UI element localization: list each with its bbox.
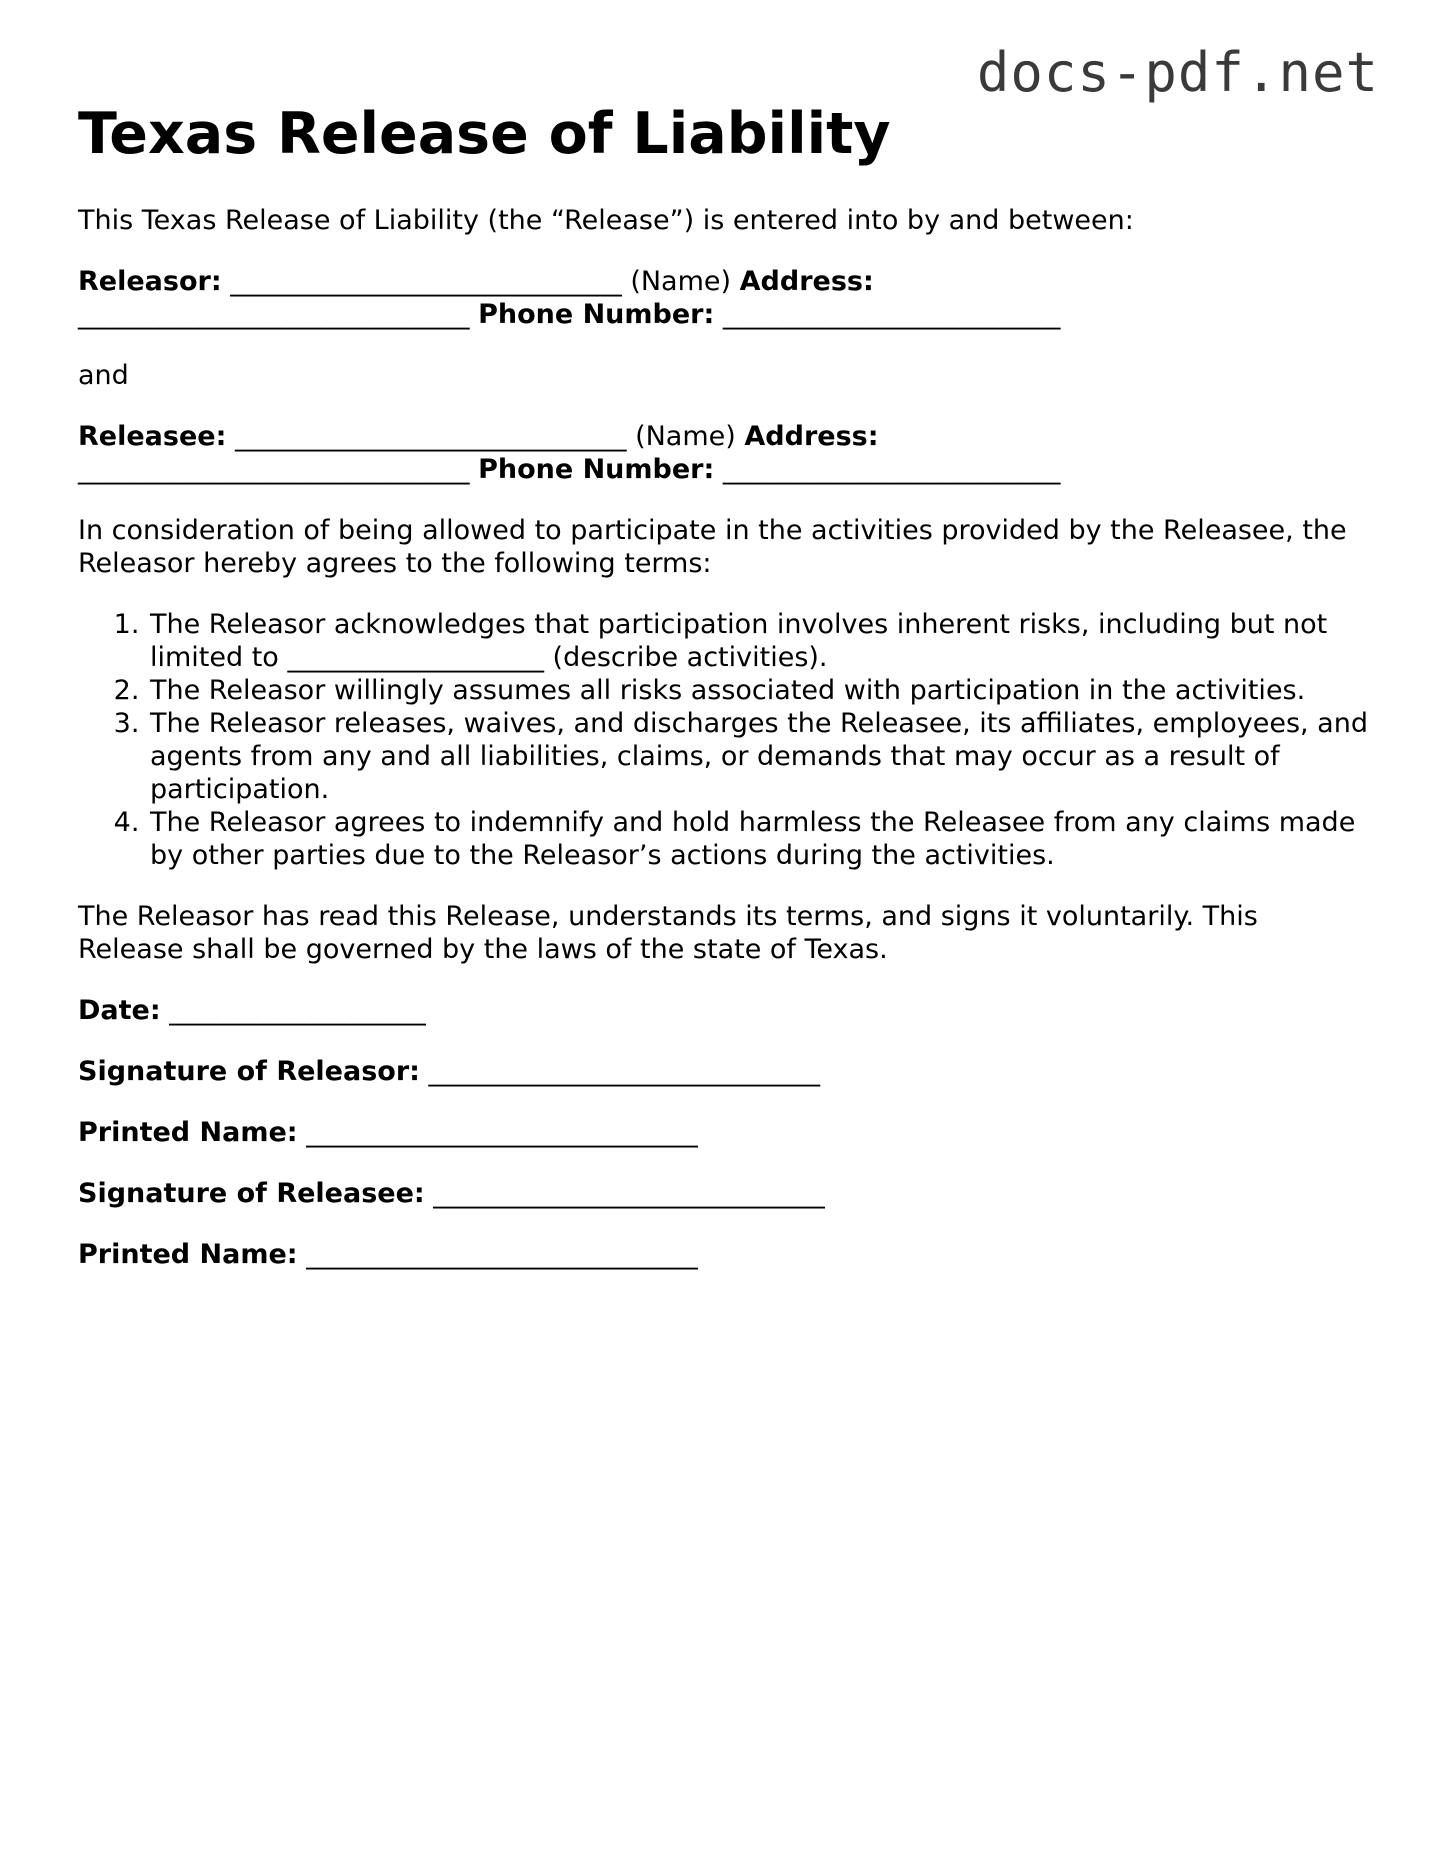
printed-name-2-label: Printed Name:	[78, 1239, 298, 1271]
releasor-label: Releasor:	[78, 266, 222, 298]
closing-paragraph: The Releasor has read this Release, understands its terms, and signs it voluntarily. This Release shall be governed by the laws of the state of Texas.	[78, 901, 1258, 966]
releasee-block	[78, 420, 1368, 486]
printed-name-line-2	[78, 1238, 1368, 1271]
term-1-hint: (describe activities).	[552, 642, 828, 674]
printed-name-line-1	[78, 1116, 1368, 1149]
and-text: and	[78, 360, 129, 392]
releasor-signature-blank: _____________________________	[428, 1056, 821, 1088]
term-1-blank: ___________________	[287, 642, 544, 674]
releasor-block	[78, 265, 1368, 331]
releasee-signature-label: Signature of Releasee:	[78, 1178, 425, 1210]
releasor-address-label: Address:	[739, 266, 874, 298]
releasor-address-blank: _____________________________	[78, 299, 470, 331]
releasor-signature-label: Signature of Releasor:	[78, 1056, 420, 1088]
term-item-4: 4. The Releasor agrees to indemnify and hold harmless the Releasee from any claims made by other parties due to the Releasor’s actions during the activities.	[148, 806, 1368, 872]
releasor-phone-label: Phone Number:	[478, 299, 715, 331]
releasee-signature-line	[78, 1177, 1368, 1210]
watermark: docs-pdf.net	[976, 41, 1379, 104]
releasor-phone-blank: _________________________	[722, 299, 1061, 331]
consideration-paragraph: In consideration of being allowed to participate in the activities provided by the Releasee, the Releasor hereby agrees to the following terms:	[78, 515, 1347, 580]
printed-name-1-blank: _____________________________	[306, 1117, 698, 1149]
document-page	[78, 100, 1368, 1271]
date-label: Date:	[78, 995, 161, 1027]
terms-list	[78, 608, 1368, 872]
printed-name-1-label: Printed Name:	[78, 1117, 298, 1149]
releasee-address-blank: _____________________________	[78, 454, 470, 486]
releasee-name-hint: (Name)	[635, 421, 736, 453]
term-item-1	[148, 608, 1368, 674]
releasor-signature-line	[78, 1055, 1368, 1088]
releasee-signature-blank: _____________________________	[433, 1178, 825, 1210]
term-1-text: The Releasor acknowledges that participation involves inherent risks, including but not limited to	[150, 609, 1328, 674]
releasee-name-blank: _____________________________	[234, 421, 627, 453]
releasee-label: Releasee:	[78, 421, 227, 453]
term-item-3: 3. The Releasor releases, waives, and discharges the Releasee, its affiliates, employees, and agents from any and all liabilities, claims, or demands that may occur as a result of participation.	[148, 707, 1368, 806]
releasee-phone-label: Phone Number:	[478, 454, 715, 486]
printed-name-2-blank: _____________________________	[306, 1239, 698, 1271]
date-line	[78, 994, 1368, 1027]
releasee-phone-blank: _________________________	[722, 454, 1061, 486]
releasor-name-blank: _____________________________	[230, 266, 622, 298]
releasee-address-label: Address:	[744, 421, 879, 453]
page-title: Texas Release of Liability	[78, 101, 891, 167]
term-item-2: 2. The Releasor willingly assumes all risks associated with participation in the activities.	[148, 674, 1368, 707]
intro-paragraph: This Texas Release of Liability (the “Release”) is entered into by and between:	[78, 205, 1134, 237]
date-blank: ___________________	[169, 995, 426, 1027]
releasor-name-hint: (Name)	[630, 266, 732, 298]
